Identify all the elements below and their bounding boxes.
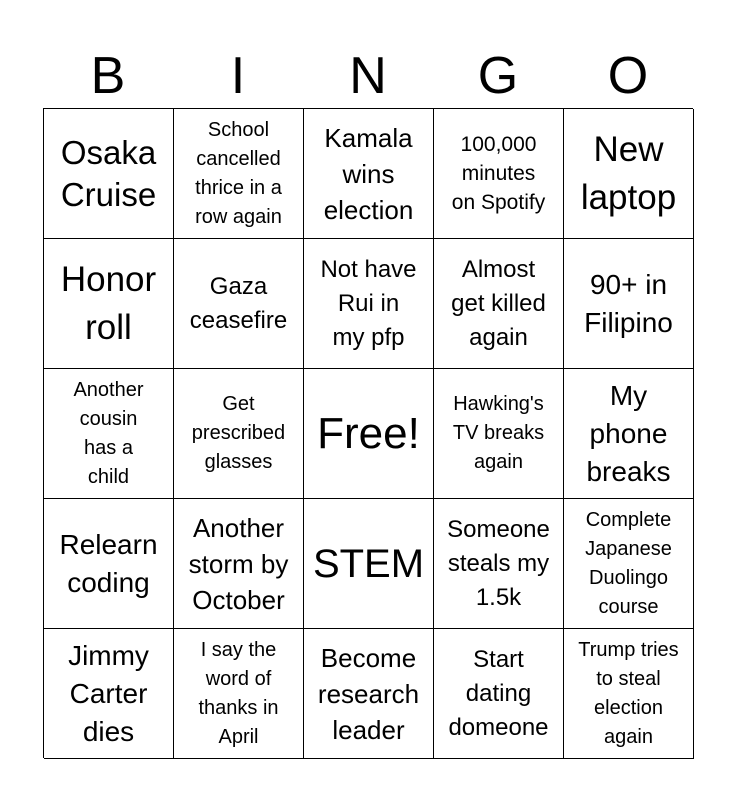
bingo-cell[interactable]	[564, 369, 694, 499]
cell-text: Osaka Cruise	[60, 133, 157, 213]
cell-text: New laptop	[580, 129, 677, 217]
cell-text: Become research leader	[317, 642, 420, 745]
cell-text: Get prescribed glasses	[191, 393, 286, 473]
bingo-cell[interactable]	[434, 629, 564, 759]
cell-text: Jimmy Carter dies	[68, 639, 149, 747]
cell-text: Someone steals my 1.5k	[447, 515, 550, 611]
free-space-text: Free!	[317, 408, 420, 458]
bingo-cell[interactable]	[434, 239, 564, 369]
cell-text: STEM	[312, 541, 425, 586]
bingo-board	[43, 108, 693, 758]
cell-text: Another storm by October	[188, 512, 289, 615]
cell-text: Honor roll	[60, 259, 157, 347]
bingo-cell[interactable]	[44, 629, 174, 759]
bingo-cell[interactable]	[304, 109, 434, 239]
bingo-cell[interactable]	[44, 369, 174, 499]
bingo-cell[interactable]	[304, 629, 434, 759]
bingo-cell[interactable]	[174, 499, 304, 629]
cell-text: Another cousin has a child	[73, 378, 144, 488]
cell-text: Relearn coding	[59, 528, 158, 598]
bingo-cell[interactable]	[564, 109, 694, 239]
cell-text: Hawking's TV breaks again	[452, 393, 545, 473]
cell-text: Kamala wins election	[323, 122, 414, 225]
bingo-cell[interactable]	[174, 109, 304, 239]
bingo-cell[interactable]	[564, 499, 694, 629]
cell-text: My phone breaks	[586, 379, 671, 487]
cell-text: Gaza ceasefire	[189, 272, 288, 334]
cell-text: 100,000 minutes on Spotify	[451, 133, 546, 214]
header-letter-b: B	[90, 47, 126, 105]
bingo-header	[43, 40, 693, 108]
bingo-cell[interactable]	[174, 629, 304, 759]
cell-text: Complete Japanese Duolingo course	[585, 508, 672, 618]
bingo-cell[interactable]	[44, 239, 174, 369]
cell-text: Not have Rui in my pfp	[320, 255, 417, 351]
cell-text: I say the word of thanks in April	[198, 638, 279, 748]
header-letter-i: I	[230, 47, 246, 105]
bingo-cell[interactable]	[434, 499, 564, 629]
bingo-cell[interactable]	[174, 369, 304, 499]
free-space-cell[interactable]	[304, 369, 434, 499]
bingo-cell[interactable]	[304, 499, 434, 629]
cell-text: School cancelled thrice in a row again	[195, 118, 282, 228]
bingo-cell[interactable]	[434, 109, 564, 239]
bingo-cell[interactable]	[44, 499, 174, 629]
cell-text: 90+ in Filipino	[584, 268, 673, 338]
bingo-cell[interactable]	[564, 629, 694, 759]
cell-text: Almost get killed again	[451, 255, 546, 351]
bingo-cell[interactable]	[44, 109, 174, 239]
bingo-cell[interactable]	[434, 369, 564, 499]
header-letter-n: N	[349, 47, 387, 105]
bingo-cell[interactable]	[304, 239, 434, 369]
cell-text: Trump tries to steal election again	[578, 638, 679, 748]
bingo-cell[interactable]	[564, 239, 694, 369]
header-letter-o: O	[607, 47, 649, 105]
bingo-cell[interactable]	[174, 239, 304, 369]
header-letter-g: G	[477, 47, 519, 105]
cell-text: Start dating domeone	[448, 645, 549, 741]
